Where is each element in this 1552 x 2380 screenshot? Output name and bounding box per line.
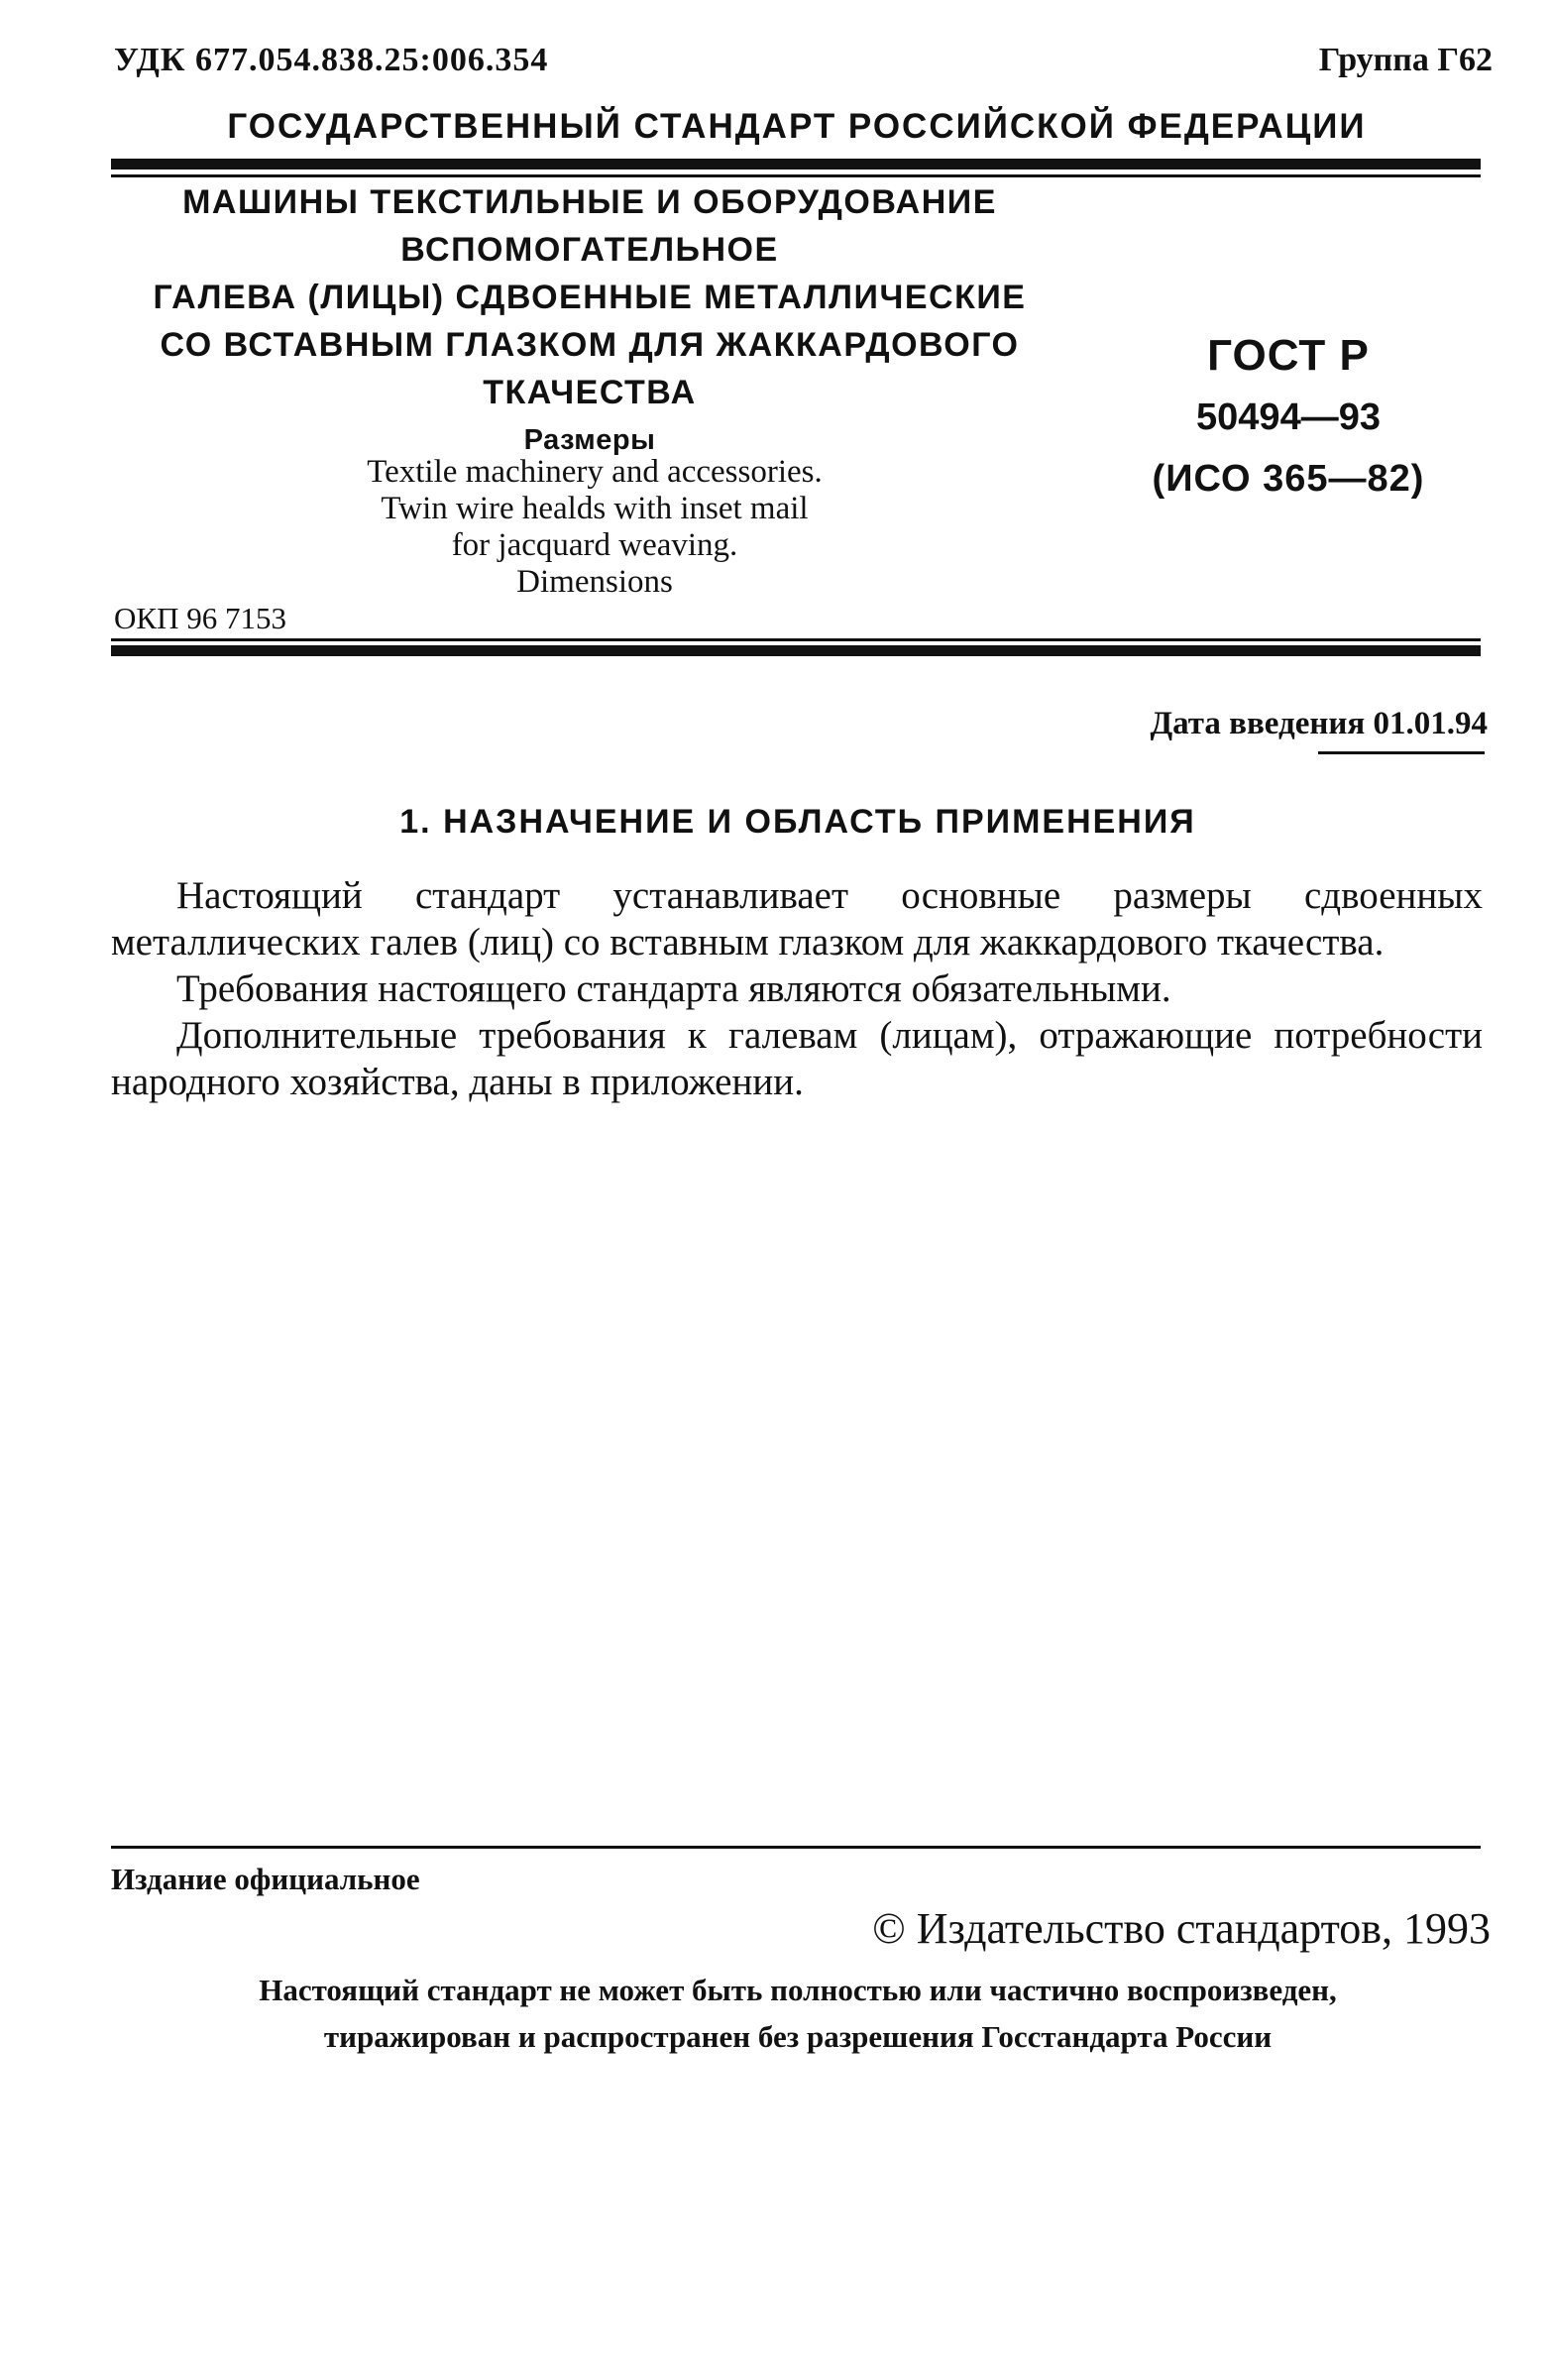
english-title-line: Twin wire healds with inset mail: [381, 491, 809, 526]
paragraph: Настоящий стандарт устанавливает основные размеры сдвоенных металлических галев (лиц) со вставным глазком для жаккардового ткачества.: [111, 874, 1483, 963]
header-rule-thick: [111, 159, 1481, 170]
date-underline: [1318, 751, 1485, 754]
title-line: ВСПОМОГАТЕЛЬНОЕ: [400, 231, 779, 269]
title-line: МАШИНЫ ТЕКСТИЛЬНЫЕ И ОБОРУДОВАНИЕ: [182, 183, 997, 221]
notice-line: Настоящий стандарт не может быть полностью или частично воспроизведен,: [259, 1973, 1337, 2007]
english-title-line: Textile machinery and accessories.: [367, 454, 823, 490]
section-body: [111, 872, 1483, 1105]
english-title-line: Dimensions: [516, 564, 673, 600]
header-rule-thin: [111, 174, 1481, 177]
title-rule-thick: [111, 645, 1481, 656]
copyright-notice: © Издательство стандартов, 1993: [872, 1904, 1491, 1953]
designation-prefix: ГОСТ Р: [1207, 331, 1370, 380]
designation-number: 50494—93: [1196, 397, 1381, 438]
title-line: ТКАЧЕСТВА: [483, 374, 697, 411]
okp-code: ОКП 96 7153: [114, 601, 286, 635]
standard-title: [99, 178, 1080, 464]
footer-rule: [111, 1846, 1481, 1849]
introduction-date: Дата введения 01.01.94: [1150, 706, 1488, 741]
section-heading: 1. НАЗНАЧЕНИЕ И ОБЛАСТЬ ПРИМЕНЕНИЯ: [399, 803, 1196, 841]
title-rule-thin: [111, 638, 1481, 641]
standard-designation: [1080, 325, 1497, 510]
english-title-line: for jacquard weaving.: [451, 527, 738, 563]
title-subtitle: Размеры: [523, 424, 656, 456]
paragraph: Требования настоящего стандарта являются обязательными.: [176, 967, 1171, 1010]
edition-label: Издание официальное: [111, 1862, 420, 1896]
paragraph: Дополнительные требования к галевам (лицам), отражающие потребности народного хозяйства, даны в приложении.: [111, 1014, 1483, 1103]
state-standard-heading: ГОСУДАРСТВЕННЫЙ СТАНДАРТ РОССИЙСКОЙ ФЕДЕРАЦИИ: [227, 107, 1367, 146]
notice-line: тиражирован и распространен без разрешения Госстандарта России: [323, 2019, 1273, 2054]
udk-code: УДК 677.054.838.25:006.354: [114, 42, 549, 78]
reproduction-notice: [99, 1967, 1497, 2060]
english-title: [238, 454, 951, 601]
title-line: СО ВСТАВНЫМ ГЛАЗКОМ ДЛЯ ЖАККАРДОВОГО: [160, 326, 1020, 364]
group-code: Группа Г62: [1318, 42, 1493, 78]
designation-iso: (ИСО 365—82): [1152, 458, 1425, 500]
title-line: ГАЛЕВА (ЛИЦЫ) СДВОЕННЫЕ МЕТАЛЛИЧЕСКИЕ: [153, 279, 1027, 316]
